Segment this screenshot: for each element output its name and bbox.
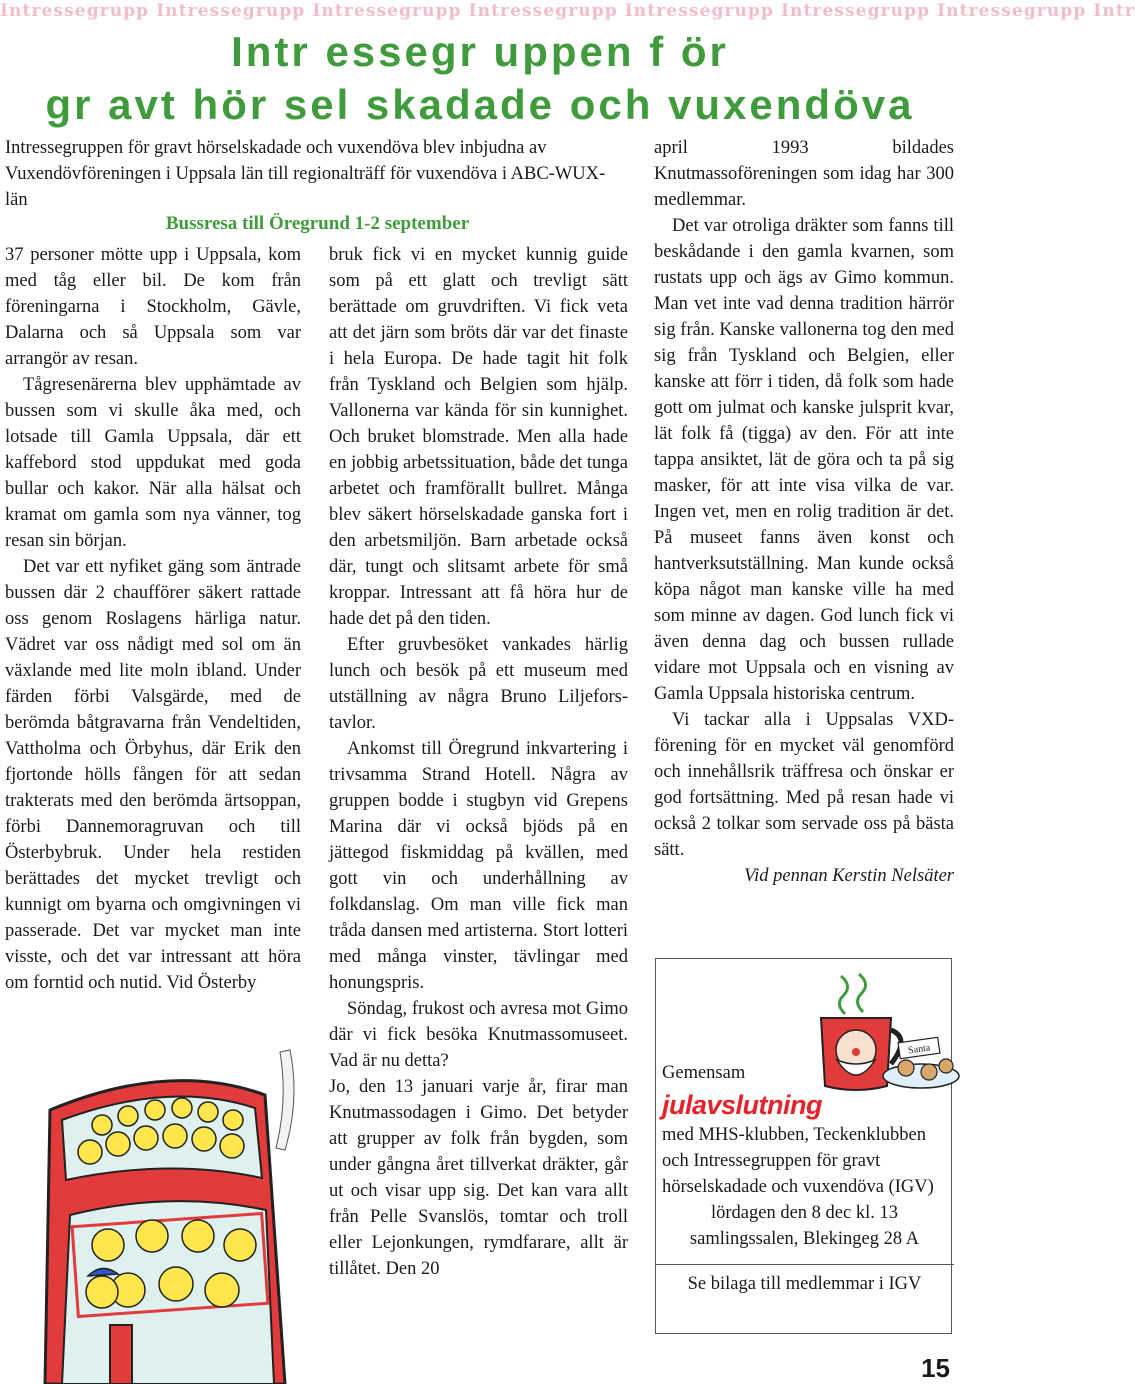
- article-column-3: [654, 135, 954, 889]
- paragraph: Det var otroliga dräkter som fanns till beskådande i den gamla kvarnen, som rustats upp och ägs av Gimo kommun. Man vet inte vad denna tradition härrör sig från. Kanske vallonerna tog den med sig från Tyskland och Belgien, eller kanske att förr i tiden, då folk som hade gott om julmat och kanske julsprit kvar, lät folk få (tigga) av den. För att inte tappa ansiktet, lät de göra och ta på sig masker, för att inte visa vilka de var. Ingen vet, men en rolig tradition är det. På museet fanns även konst och hantverksutställning. Man kunde också köpa något man kanske ville ha med som minne av dagen. God lunch fick vi även denna dag och bussen rullade vidare mot Uppsala och en visning av Gamla Uppsala historiska centrum.: [654, 216, 954, 704]
- ad-note: Se bilaga till medlemmar i IGV: [687, 1274, 922, 1294]
- paragraph: Det var ett nyfiket gäng som äntrade bussen där 2 chaufförer säkert rattade oss genom Roslagens härliga natur. Vädret var oss nådigt med sol om än växlande med lite moln ibland. Under färden förbi Valsgärde, med de berömda båtgravarna från Vendeltiden, Vattholma och Örbyhus, där Erik den fjortonde hölls fången för att sedan trakterats med den berömda ärtsoppan, förbi Dannemoragruvan och till Österbybruk. Under hela restiden berättades det mycket trevligt och kunnigt om byarna och omgivningen vi passerade. Det var mycket man inte visste, och det var intressant att höra om forntid och nutid. Vid Österby: [5, 557, 301, 993]
- ad-gemensam: Gemensam: [662, 1063, 746, 1083]
- paragraph: Tågresenärerna blev upphämtade av bussen som vi skulle åka med, och lotsade till Gamla Uppsala, där ett kaffebord stod uppdukat med goda bullar och kakor. När alla hälsat och kramat om gamla som nya vänner, tog resan sin början.: [5, 375, 301, 551]
- paragraph: Söndag, frukost och avresa mot Gimo där vi fick besöka Knutmassomuseet. Vad är nu detta?: [329, 999, 628, 1071]
- section-subheading: Bussresa till Öregrund 1-2 september: [165, 213, 470, 234]
- santa-sign-text: Santa: [907, 1042, 931, 1057]
- ad-divider: [655, 1264, 954, 1265]
- paragraph: bruk fick vi en mycket kunnig guide som på ett glatt och trevligt sätt berättade om gruvdriften. Vi fick veta att det järn som bröts där var det finaste i hela Europa. De hade tagit hit folk från Tyskland och Belgien som hjälp. Vallonerna var kända för sin kunnighet. Och bruket blomstrade. Men alla hade en jobbig arbetssituation, både det tunga arbetet och framförallt bullret. Många blev säkert hörselskadade ganska fort i den arbetsmiljön. Barn arbetade också där, tungt och slitsamt arbete för små kroppar. Intressant att få höra hur de hade det på den tiden.: [329, 245, 629, 629]
- paragraph: Ankomst till Öregrund inkvartering i trivsamma Strand Hotell. Några av gruppen bodde i stugbyn vid Grepens Marina där vi också bjöds på en jättegod fiskmiddag på kvällen, med gott vin och underhållning av folkdanslag. Om man ville fick man tråda dansen med artisterna. Stort lotteri med många vinster, tävlingar med honungspris.: [329, 739, 628, 993]
- paragraph: Jo, den 13 januari varje år, firar man Knutmassodagen i Gimo. Det betyder att grupper av folk från bygden, som under gångna året tillverkat dräkter, går ut och visar upp sig. Det kan vara allt från Pelle Svanslös, tomtar och troll eller Lejonkungen, rymdfarare, allt är tillåtet. Den 20: [329, 1077, 628, 1279]
- article-column-1: [5, 242, 301, 996]
- ad-body: med MHS-klubben, Teckenklubben och Intressegruppen för gravt hörselskadade och vuxendöva (IGV): [662, 1125, 934, 1197]
- ad-date: lördagen den 8 dec kl. 13: [711, 1203, 898, 1223]
- ad-place: samlingssalen, Blekingeg 28 A: [689, 1229, 920, 1249]
- paragraph: 37 personer mötte upp i Uppsala, kom med tåg eller bil. De kom från föreningarna i Stockholm, Gävle, Dalarna och så Uppsala som var arrangör av resan.: [5, 245, 301, 369]
- ad-julavslutning: julavslutning: [662, 1090, 823, 1120]
- intro-paragraph: Intressegruppen för gravt hörselskadade och vuxendöva blev inbjudna av Vuxendövföreningen i Uppsala län till regionalträff för vuxendöva i ABC-WUX- län: [5, 138, 606, 210]
- paragraph: Vi tackar alla i Uppsalas VXD-förening för en mycket väl genomförd och innehållsrik träffresa och önskar er god fortsättning. Med på resan hade vi också 2 tolkar som servade oss på bästa sätt.: [654, 710, 954, 860]
- paragraph: Efter gruvbesöket vankades härlig lunch och besök på ett museum med utställning av några Bruno Liljefors-tavlor.: [329, 635, 628, 733]
- paragraph: april 1993 bildades Knutmassoföreningen som idag har 300 medlemmar.: [654, 138, 954, 210]
- header-banner: Intressegrupp Intressegrupp Intressegrupp Intressegrupp Intressegrupp Intressegrupp Intressegrupp Intr: [0, 1, 1135, 21]
- article-column-2: [329, 242, 628, 1282]
- author-signature: Vid pennan Kerstin Nelsäter: [744, 866, 954, 886]
- christmas-ad-text: [662, 1060, 947, 1297]
- page-title-line-1: Intr essegr uppen f ör: [231, 28, 729, 75]
- page-title-line-2: gr avt hör sel skadade och vuxendöva: [45, 81, 915, 128]
- bus-illustration: [40, 1040, 300, 1384]
- page-number: 15: [921, 1353, 950, 1383]
